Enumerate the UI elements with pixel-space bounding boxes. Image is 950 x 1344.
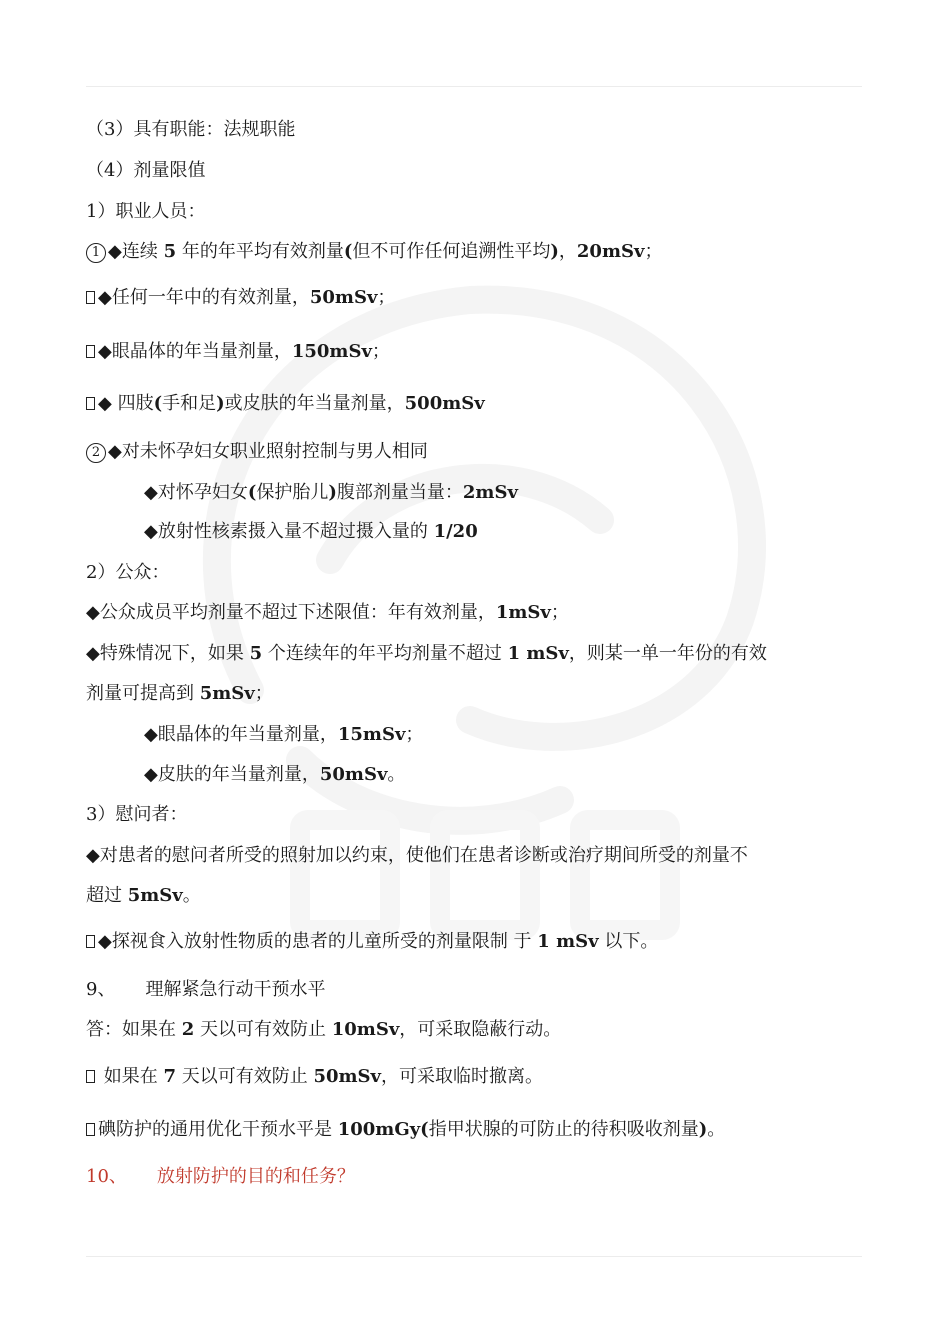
text-run: 。 (182, 885, 201, 906)
bold-value: 20mSv (576, 241, 645, 262)
text-run: ◆眼晶体的年当量剂量， (144, 724, 338, 745)
text-run: 超过 (86, 885, 128, 906)
bold-value: ) (550, 241, 559, 262)
text-run: 天以可有效防止 (194, 1019, 332, 1040)
bold-value: 1 mSv (507, 643, 569, 664)
bold-value: ( (153, 393, 163, 414)
box-glyph-icon (86, 1070, 95, 1083)
bold-value: 1 mSv (537, 931, 599, 952)
text-line (144, 722, 423, 748)
text-line (86, 560, 169, 586)
text-run: 10、 (86, 1166, 127, 1187)
footer-rule (86, 1256, 862, 1257)
text-line (86, 339, 390, 365)
text-line (86, 641, 767, 667)
text-line (144, 762, 405, 788)
bold-value: 10mSv (331, 1019, 400, 1040)
bold-value: 50mSv (309, 287, 378, 308)
text-run: ◆ 四肢 (98, 393, 154, 414)
text-run: （3）具有职能：法规职能 (86, 119, 296, 140)
bold-value: ) (216, 393, 225, 414)
bold-value: 2mSv (462, 482, 518, 503)
text-run: 。 (387, 764, 406, 785)
text-run: ◆皮肤的年当量剂量， (144, 764, 320, 785)
box-glyph-icon (86, 397, 95, 410)
text-run: 答：如果在 (86, 1019, 182, 1040)
bold-value: 15mSv (337, 724, 406, 745)
circled-number: 2 (86, 443, 106, 463)
circled-number: 1 (86, 243, 106, 263)
text-line (86, 439, 428, 465)
text-run: 但不可作任何追溯性平均 (352, 241, 551, 262)
text-line (144, 480, 518, 506)
text-line (86, 199, 205, 225)
box-glyph-icon (86, 291, 95, 304)
header-rule (86, 86, 862, 87)
text-run: 。 (707, 1119, 726, 1140)
text-run: 理解紧急行动干预水平 (145, 979, 326, 1000)
bold-value: 5mSv (199, 683, 255, 704)
text-run: ◆公众成员平均剂量不超过下述限值：年有效剂量， (86, 602, 496, 623)
bold-value: 2 (181, 1019, 195, 1040)
text-run: 1）职业人员： (86, 201, 206, 222)
bold-value: 100mGy( (337, 1119, 429, 1140)
section-heading (86, 977, 325, 1003)
bold-value: 5 (163, 241, 177, 262)
text-run: ◆放射性核素摄入量不超过摄入量的 (144, 521, 434, 542)
text-line (86, 285, 395, 311)
bold-value: 500mSv (404, 393, 485, 414)
text-line (144, 519, 478, 545)
text-run: ； (405, 724, 424, 745)
box-glyph-icon (86, 345, 95, 358)
text-line (86, 802, 187, 828)
text-run: ◆对未怀孕妇女职业照射控制与男人相同 (108, 441, 428, 462)
text-run: ◆探视食入放射性物质的患者的儿童所受的剂量限制 于 (98, 931, 538, 952)
text-line (86, 843, 748, 869)
text-run: 年的年平均有效剂量 (176, 241, 344, 262)
bold-value: 50mSv (313, 1066, 381, 1087)
bold-value: 5mSv (127, 885, 183, 906)
text-run: ； (371, 341, 390, 362)
text-run: 剂量可提高到 (86, 683, 200, 704)
text-run: ◆连续 (108, 241, 164, 262)
bold-value: 5 (249, 643, 263, 664)
text-run: （4）剂量限值 (86, 160, 206, 181)
text-line (86, 117, 295, 143)
text-run: ，可采取临时撤离。 (381, 1066, 543, 1087)
text-run: ； (550, 602, 569, 623)
text-run: 如果在 (98, 1066, 164, 1087)
text-run: 个连续年的年平均剂量不超过 (262, 643, 508, 664)
text-run: 天以可有效防止 (175, 1066, 314, 1087)
bold-value: ) (328, 482, 337, 503)
text-run: ◆眼晶体的年当量剂量， (98, 341, 292, 362)
box-glyph-icon (86, 935, 95, 948)
text-run: ，则某一单一年份的有效 (568, 643, 767, 664)
text-run: 保护胎儿 (256, 482, 329, 503)
text-line (86, 883, 201, 909)
text-line (86, 929, 658, 955)
bold-value: ) (698, 1119, 708, 1140)
bold-value: 7 (163, 1066, 176, 1087)
text-run: ； (254, 683, 273, 704)
text-run: ◆任何一年中的有效剂量， (98, 287, 310, 308)
text-run: 或皮肤的年当量剂量， (224, 393, 405, 414)
text-run: ； (644, 241, 663, 262)
text-run: 碘防护的通用优化干预水平是 (98, 1119, 338, 1140)
text-run: ， (558, 241, 577, 262)
text-run: ◆特殊情况下，如果 (86, 643, 250, 664)
text-run: 指甲状腺的可防止的待积吸收剂量 (428, 1119, 699, 1140)
bold-value: 50mSv (319, 764, 388, 785)
text-run: 9、 (86, 979, 116, 1000)
text-run: 以下。 (598, 931, 659, 952)
text-run: 手和足 (162, 393, 217, 414)
text-line (86, 1064, 543, 1090)
text-line (86, 1017, 561, 1043)
text-run: ，可采取隐蔽行动。 (399, 1019, 562, 1040)
bold-value: 150mSv (291, 341, 372, 362)
text-line (86, 600, 569, 626)
text-run: 3）慰问者： (86, 804, 188, 825)
text-run: 腹部剂量当量： (336, 482, 463, 503)
bold-value: ( (247, 482, 257, 503)
bold-value: 1/20 (433, 521, 478, 542)
box-glyph-icon (86, 1123, 95, 1136)
bold-value: ( (343, 241, 353, 262)
text-run: ； (377, 287, 396, 308)
section-heading (86, 1164, 355, 1190)
text-run: ◆对怀孕妇女 (144, 482, 248, 503)
text-line (86, 391, 485, 417)
text-line (86, 681, 273, 707)
bold-value: 1mSv (495, 602, 551, 623)
text-run: 2）公众： (86, 562, 170, 583)
text-line (86, 158, 205, 184)
text-line (86, 1117, 725, 1143)
text-run: ◆对患者的慰问者所受的照射加以约束，使他们在患者诊断或治疗期间所受的剂量不 (86, 845, 748, 866)
text-run: 放射防护的目的和任务？ (156, 1166, 355, 1187)
text-line (86, 239, 662, 265)
